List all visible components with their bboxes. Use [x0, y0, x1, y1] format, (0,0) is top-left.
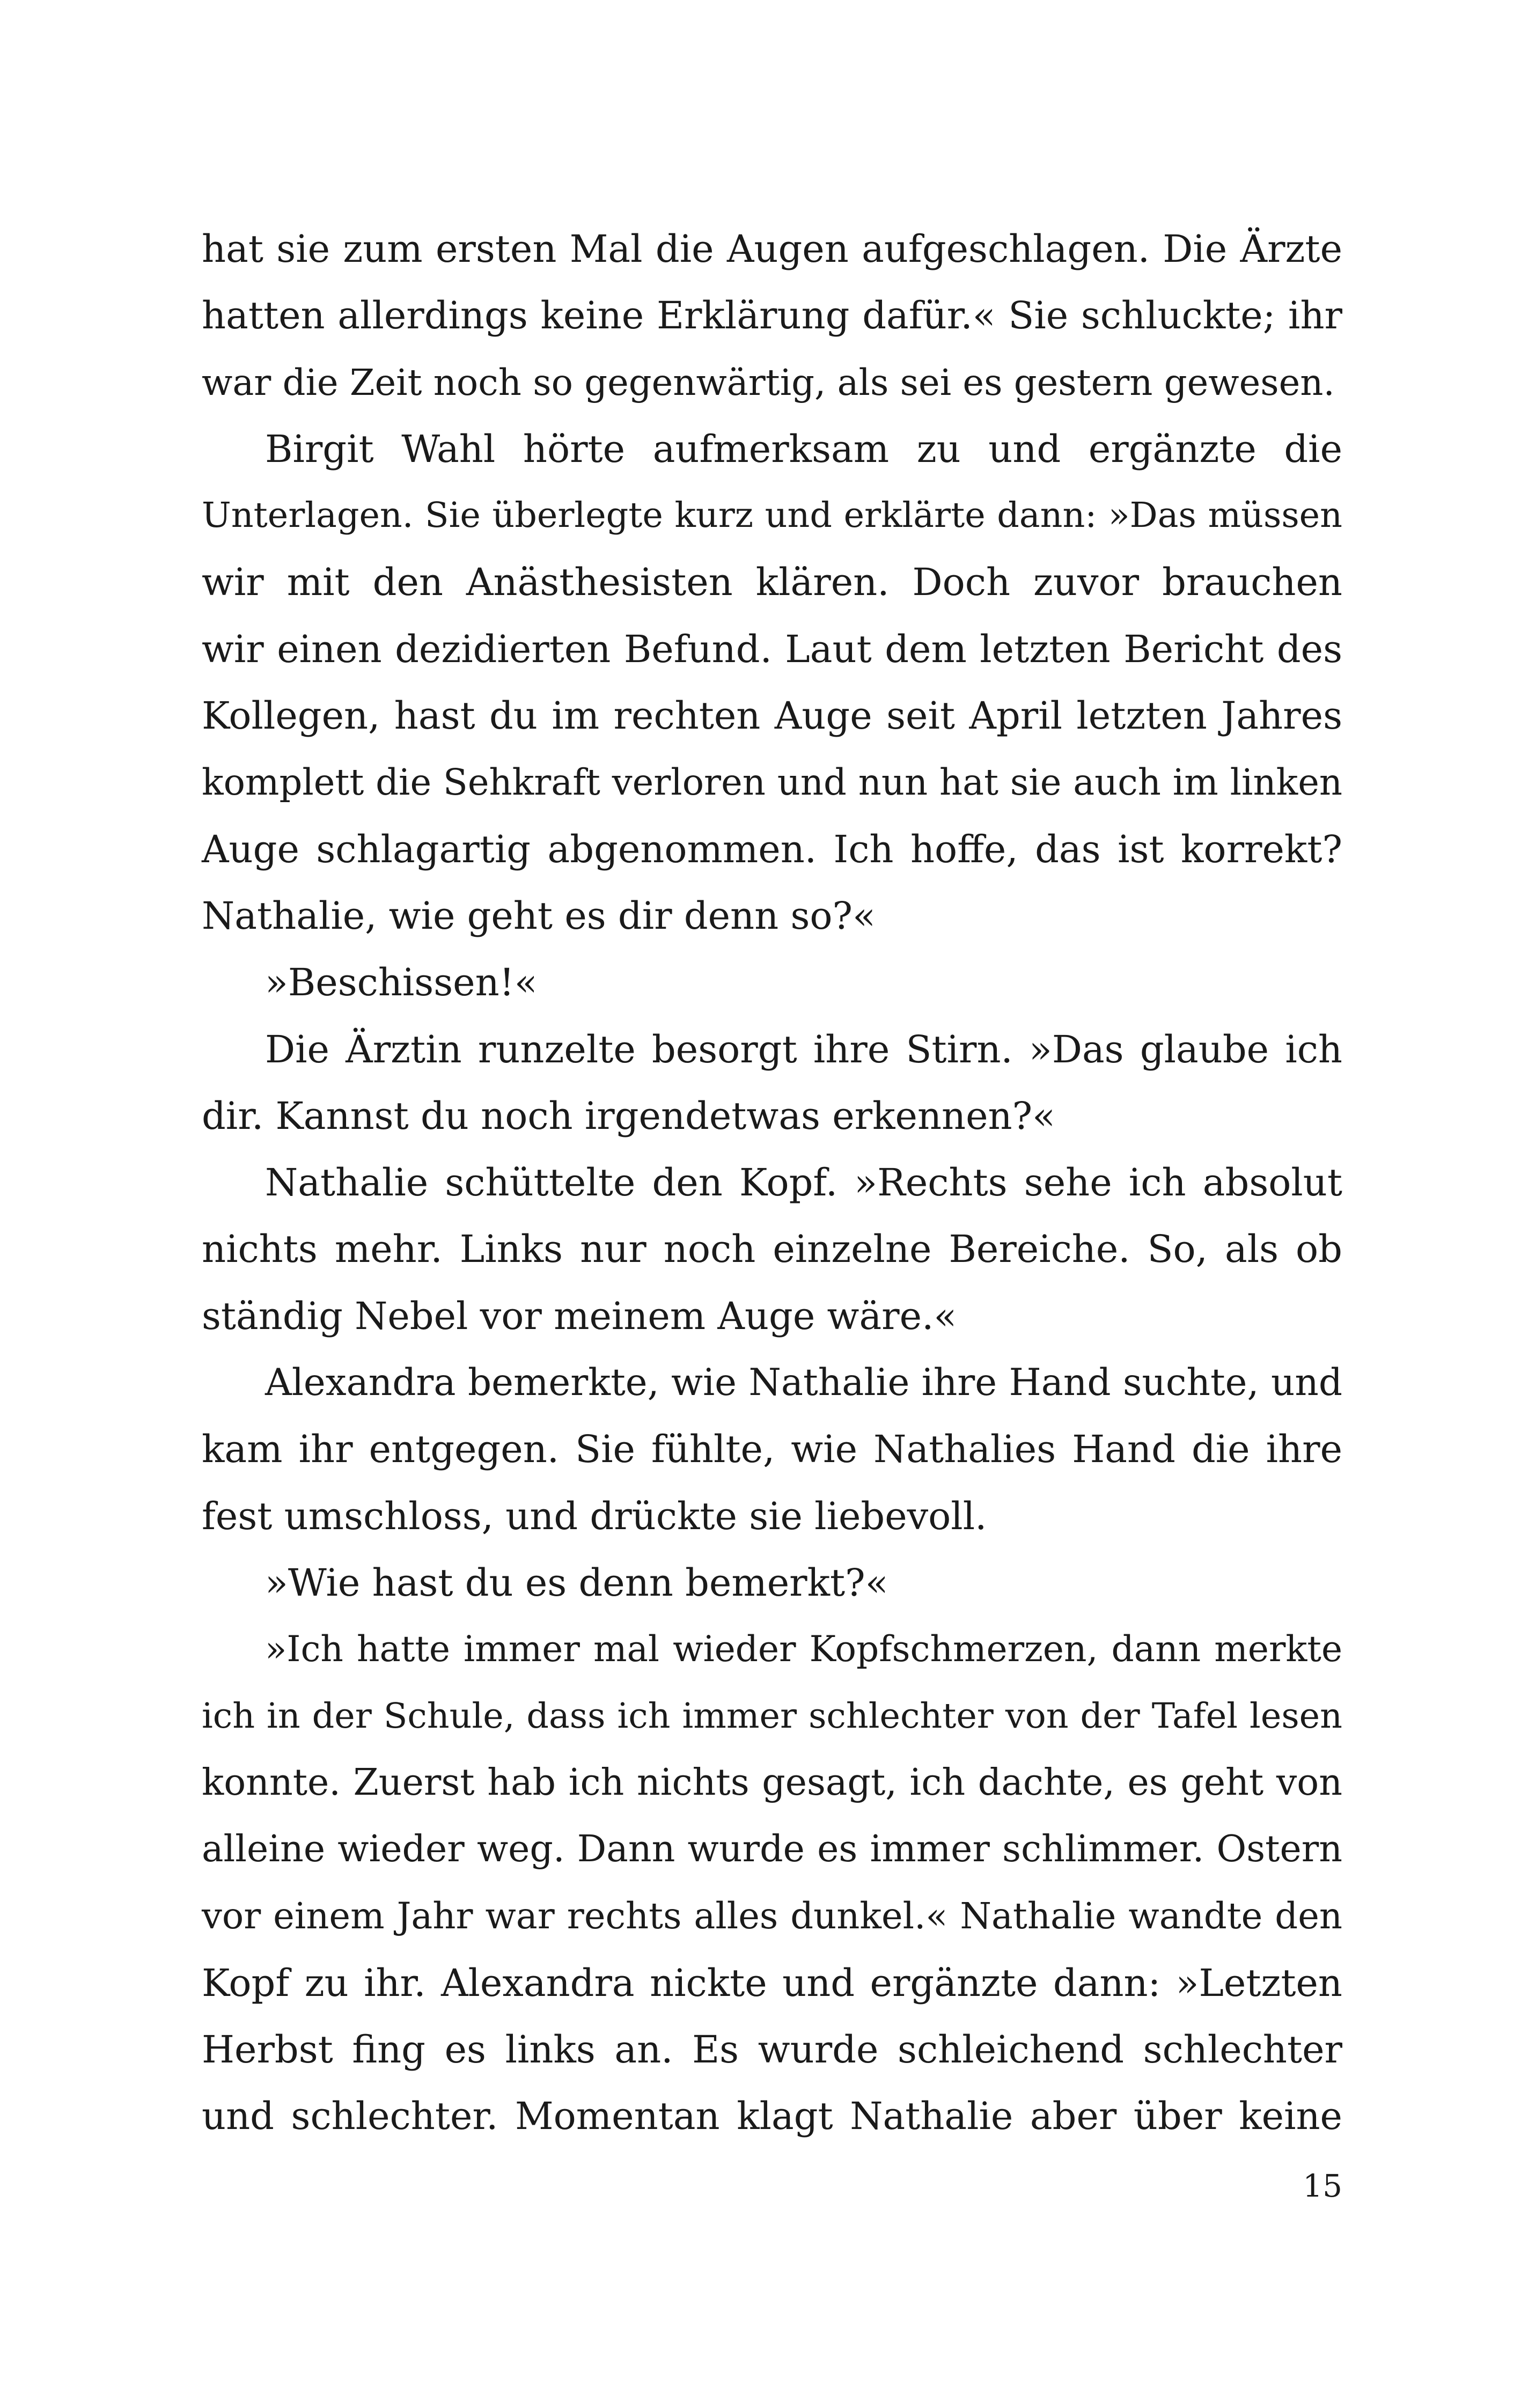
text-line: und schlechter. Momentan klagt Nathalie aber über keine	[202, 2094, 1342, 2139]
page-number: 15	[1303, 2168, 1342, 2204]
text-line: Alexandra bemerkte, wie Nathalie ihre Hand suchte, und	[265, 1361, 1342, 1405]
text-line: Herbst fing es links an. Es wurde schleichend schlechter	[202, 2028, 1342, 2072]
text-line: nichts mehr. Links nur noch einzelne Bereiche. So, als ob	[202, 1227, 1342, 1272]
text-line: dir. Kannst du noch irgendetwas erkennen?«	[202, 1093, 1055, 1138]
text-line: »Wie hast du es denn bemerkt?«	[265, 1560, 888, 1605]
text-line: ich in der Schule, dass ich immer schlechter von der Tafel lesen	[202, 1695, 1342, 1736]
text-line: Nathalie, wie geht es dir denn so?«	[202, 893, 876, 938]
text-line: ständig Nebel vor meinem Auge wäre.«	[202, 1294, 957, 1338]
text-line: komplett die Sehkraft verloren und nun hat sie auch im linken	[202, 761, 1342, 804]
text-line: Auge schlagartig abgenommen. Ich hoffe, das ist korrekt?	[202, 827, 1342, 871]
text-line: vor einem Jahr war rechts alles dunkel.« Nathalie wandte den	[202, 1895, 1342, 1937]
text-line: hat sie zum ersten Mal die Augen aufgeschlagen. Die Ärzte	[202, 227, 1342, 271]
text-line: alleine wieder weg. Dann wurde es immer schlimmer. Ostern	[202, 1828, 1342, 1871]
text-line: »Ich hatte immer mal wieder Kopfschmerzen, dann merkte	[265, 1628, 1342, 1670]
text-line: Unterlagen. Sie überlegte kurz und erklärte dann: »Das müssen	[202, 495, 1342, 536]
body-text	[202, 216, 1342, 2150]
text-line: konnte. Zuerst hab ich nichts gesagt, ich dachte, es geht von	[202, 1761, 1342, 1804]
text-line: Nathalie schüttelte den Kopf. »Rechts sehe ich absolut	[265, 1161, 1342, 1205]
text-line: Birgit Wahl hörte aufmerksam zu und ergänzte die	[265, 427, 1342, 471]
text-line: Kopf zu ihr. Alexandra nickte und ergänzte dann: »Letzten	[202, 1961, 1342, 2005]
text-line: fest umschloss, und drückte sie liebevoll.	[202, 1494, 987, 1538]
text-line: Die Ärztin runzelte besorgt ihre Stirn. »Das glaube ich	[265, 1027, 1342, 1071]
text-line: hatten allerdings keine Erklärung dafür.« Sie schluckte; ihr	[202, 293, 1342, 338]
text-line: »Beschissen!«	[265, 960, 538, 1005]
text-line: wir einen dezidierten Befund. Laut dem letzten Bericht des	[202, 627, 1342, 671]
text-line: Kollegen, hast du im rechten Auge seit April letzten Jahres	[202, 694, 1342, 738]
text-line: war die Zeit noch so gegenwärtig, als sei es gestern gewesen.	[202, 361, 1335, 403]
text-line: wir mit den Anästhesisten klären. Doch zuvor brauchen	[202, 560, 1342, 605]
text-line: kam ihr entgegen. Sie fühlte, wie Nathalies Hand die ihre	[202, 1427, 1342, 1472]
